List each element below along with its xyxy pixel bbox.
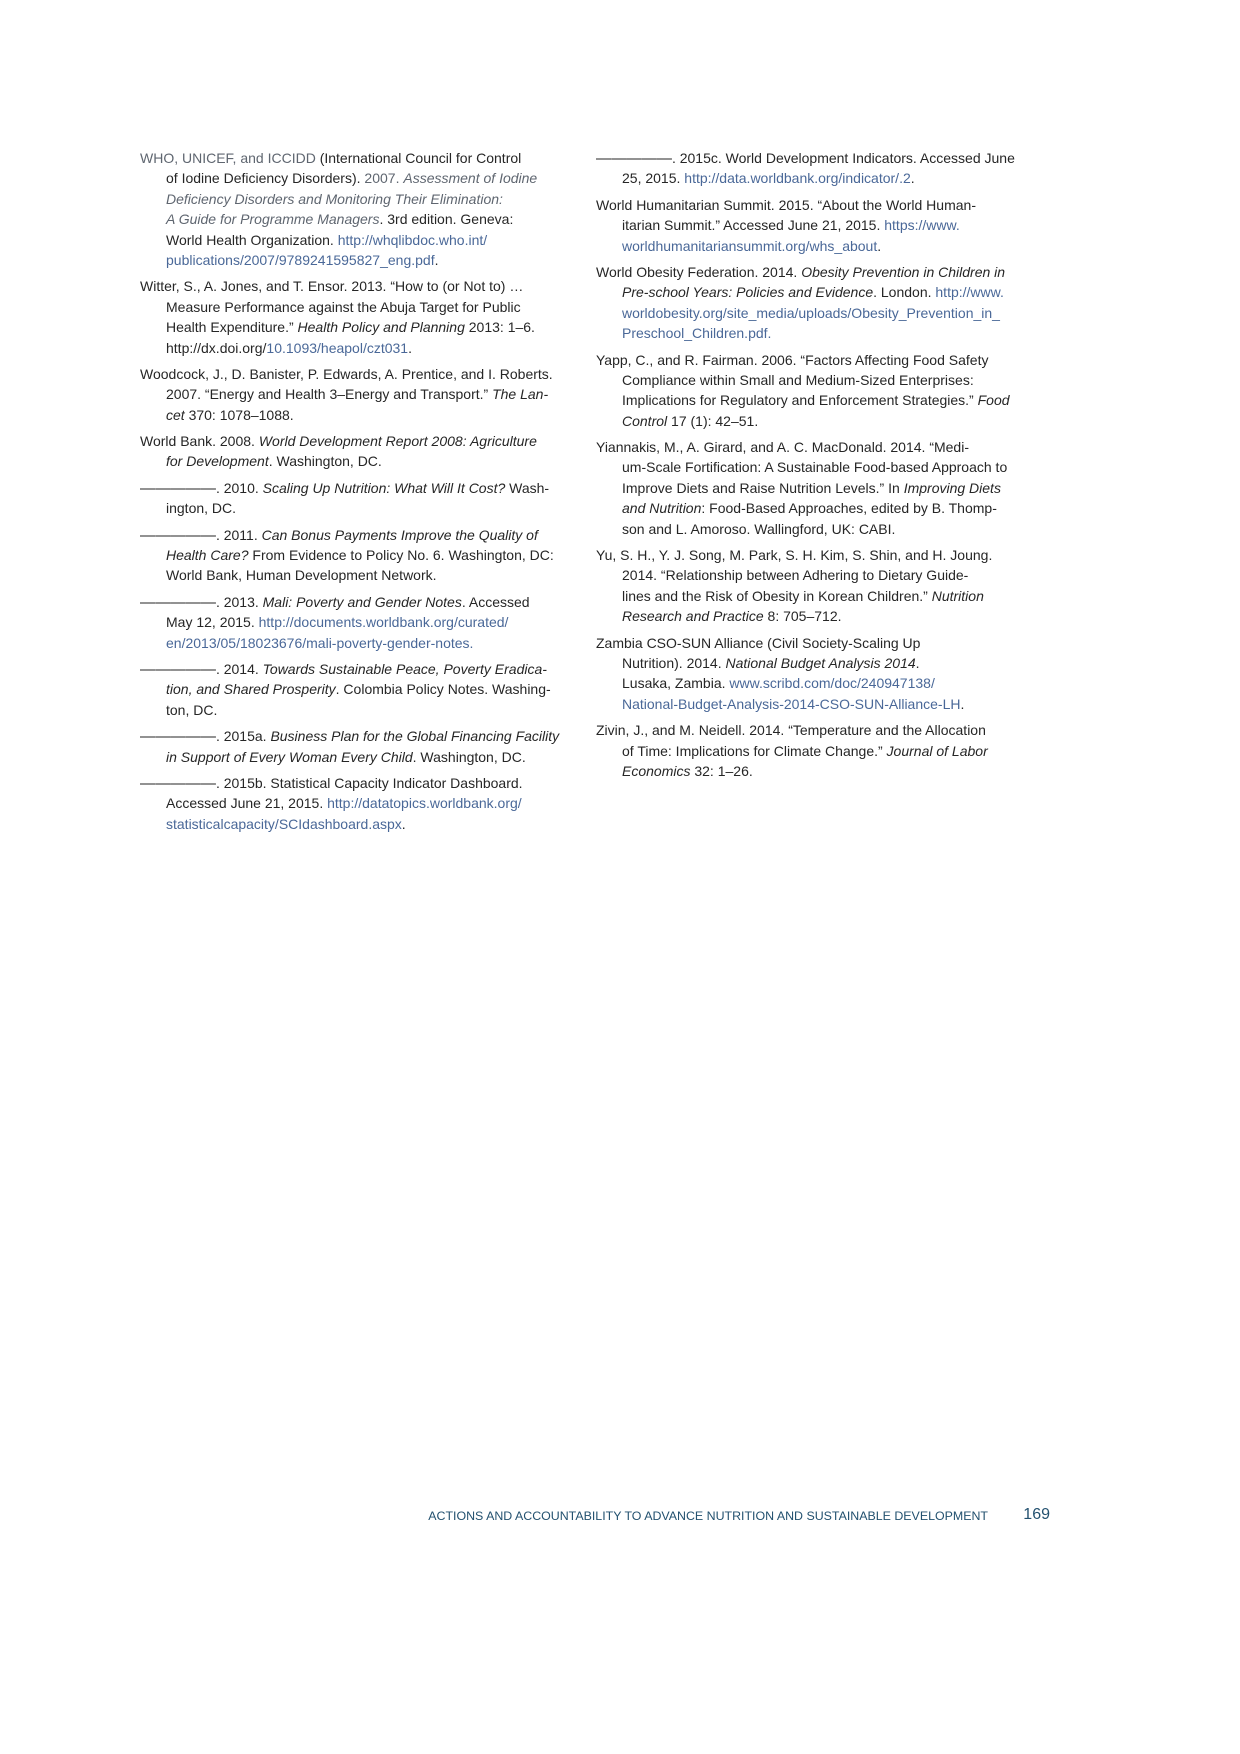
reference-title: Health Policy and Planning xyxy=(297,319,465,336)
reference-title: Economics xyxy=(622,762,691,779)
reference-text: . 2014. xyxy=(215,660,263,677)
reference-text: Implications for Regulatory and Enforcement Strategies.” xyxy=(622,392,978,409)
reference-text: . xyxy=(408,339,412,356)
reference-line xyxy=(596,498,1036,518)
reference-zivin-2014 xyxy=(596,720,1036,781)
reference-text: Accessed June 21, 2015. xyxy=(166,795,328,812)
reference-yapp-2006 xyxy=(596,350,1036,432)
reference-line xyxy=(140,633,570,653)
reference-title: Pre-school Years: Policies and Evidence xyxy=(622,284,874,301)
reference-text: . 2015c. World Development Indicators. Accessed June xyxy=(671,150,1015,166)
reference-line xyxy=(140,209,570,229)
reference-author: WHO, UNICEF, and ICCIDD xyxy=(140,150,316,166)
reference-line xyxy=(596,694,1036,714)
reference-line xyxy=(596,370,1036,390)
reference-world-bank-2013 xyxy=(140,592,570,653)
reference-text: . xyxy=(910,170,915,187)
reference-line xyxy=(140,498,570,518)
reference-line xyxy=(140,592,570,612)
reference-text: ton, DC. xyxy=(166,701,218,718)
reference-text: Yiannakis, M., A. Girard, and A. C. MacDonald. 2014. “Medi- xyxy=(596,439,969,456)
reference-link[interactable]: http://documents.worldbank.org/curated/ xyxy=(258,614,509,631)
reference-text: Yapp, C., and R. Fairman. 2006. “Factors Affecting Food Safety xyxy=(596,351,989,368)
reference-line xyxy=(596,262,1036,282)
reference-line xyxy=(596,565,1036,585)
reference-text: Woodcock, J., D. Banister, P. Edwards, A. Prentice, and I. Roberts. xyxy=(140,365,553,382)
reference-text: Wash- xyxy=(505,479,550,496)
reference-world-bank-2010 xyxy=(140,478,570,519)
reference-line xyxy=(596,653,1036,673)
reference-line xyxy=(140,814,570,834)
reference-text: Lusaka, Zambia. xyxy=(622,675,730,692)
reference-line xyxy=(140,565,570,585)
reference-title: Improving Diets xyxy=(903,479,1001,496)
reference-line xyxy=(596,586,1036,606)
reference-text: (International Council for Control xyxy=(315,150,522,166)
reference-line xyxy=(596,633,1036,653)
reference-text: 2014. “Relationship between Adhering to Dietary Guide- xyxy=(622,567,969,584)
reference-text: . 2010. xyxy=(215,479,263,496)
reference-text: . Washington, DC. xyxy=(268,453,382,470)
reference-text: Witter, S., A. Jones, and T. Ensor. 2013. “How to (or Not to) … xyxy=(140,278,524,295)
reference-text: 8: 705–712. xyxy=(763,608,842,625)
reference-line xyxy=(140,364,570,384)
reference-text: of Time: Implications for Climate Change.” xyxy=(622,742,887,759)
reference-text: son and L. Amoroso. Wallingford, UK: CABI. xyxy=(622,520,896,537)
reference-text: of Iodine Deficiency Disorders). xyxy=(166,170,365,187)
reference-title: The Lan- xyxy=(492,386,549,403)
reference-world-bank-2014 xyxy=(140,659,570,720)
reference-line xyxy=(140,612,570,632)
reference-line xyxy=(140,545,570,565)
reference-text: . London. xyxy=(873,284,936,301)
reference-link[interactable]: http://whqlibdoc.who.int/ xyxy=(337,231,488,248)
reference-text: World Humanitarian Summit. 2015. “About the World Human- xyxy=(596,196,976,213)
reference-line xyxy=(140,478,570,498)
reference-text: Improve Diets and Raise Nutrition Levels.” In xyxy=(622,479,904,496)
reference-text: Yu, S. H., Y. J. Song, M. Park, S. H. Kim, S. Shin, and H. Joung. xyxy=(596,547,993,564)
reference-line xyxy=(596,303,1036,323)
reference-title: Scaling Up Nutrition: What Will It Cost? xyxy=(262,479,506,496)
reference-title: and Nutrition xyxy=(622,500,702,517)
reference-text: . Colombia Policy Notes. Washing- xyxy=(335,681,551,698)
reference-text: . 2011. xyxy=(215,526,262,543)
reference-text: World Bank, Human Development Network. xyxy=(166,567,437,584)
reference-text: . xyxy=(877,237,882,254)
reference-line xyxy=(596,673,1036,693)
reference-text: 2013: 1–6. xyxy=(464,319,535,336)
reference-text: World Bank. 2008. xyxy=(140,433,259,450)
reference-line xyxy=(596,741,1036,761)
reference-text: . 2015b. Statistical Capacity Indicator Dashboard. xyxy=(215,774,523,791)
reference-line xyxy=(596,519,1036,539)
reference-title: in Support of Every Woman Every Child xyxy=(166,748,413,765)
reference-link[interactable]: http://datatopics.worldbank.org/ xyxy=(327,795,522,812)
reference-line xyxy=(140,525,570,545)
reference-title: Food xyxy=(977,392,1010,409)
reference-line xyxy=(140,726,570,746)
repeated-author-rule: ————— xyxy=(140,728,216,746)
reference-line xyxy=(140,700,570,720)
reference-text: . 3rd edition. Geneva: xyxy=(379,211,514,228)
reference-text: Health Expenditure.” xyxy=(166,319,298,336)
reference-text: . xyxy=(434,251,439,268)
reference-link[interactable]: https://www. xyxy=(884,217,960,234)
reference-text: 25, 2015. xyxy=(622,170,685,187)
reference-text: um-Scale Fortification: A Sustainable Food-based Approach to xyxy=(622,459,1008,476)
reference-text: Compliance within Small and Medium-Sized Enterprises: xyxy=(622,371,974,388)
reference-line xyxy=(140,793,570,813)
reference-link[interactable]: 10.1093/heapol/czt031 xyxy=(266,339,409,356)
reference-text: 2007. “Energy and Health 3–Energy and Transport.” xyxy=(166,386,493,403)
reference-line xyxy=(596,478,1036,498)
reference-text: . Accessed xyxy=(461,593,530,610)
reference-title: A Guide for Programme Managers xyxy=(166,211,380,228)
reference-line xyxy=(140,747,570,767)
reference-text: May 12, 2015. xyxy=(166,614,259,631)
reference-year: 2007. xyxy=(364,170,404,187)
reference-title: tion, and Shared Prosperity xyxy=(166,681,336,698)
reference-who-2007 xyxy=(140,148,570,270)
reference-title: Towards Sustainable Peace, Poverty Eradica- xyxy=(262,660,547,677)
reference-title: Can Bonus Payments Improve the Quality of xyxy=(261,526,538,543)
reference-zambia-cso-sun-2014 xyxy=(596,633,1036,715)
reference-title: for Development xyxy=(166,453,269,470)
reference-line xyxy=(140,276,570,296)
reference-link[interactable]: http://www. xyxy=(935,284,1004,301)
reference-text: . 2013. xyxy=(215,593,263,610)
reference-witter-2013 xyxy=(140,276,570,358)
reference-link[interactable]: Preschool_Children.pdf. xyxy=(622,325,772,342)
reference-title: Nutrition xyxy=(931,587,984,604)
reference-link[interactable]: National-Budget-Analysis-2014-CSO-SUN-Alliance-LH xyxy=(622,695,961,712)
repeated-author-rule: ————— xyxy=(140,660,216,678)
reference-text: . xyxy=(401,815,406,832)
reference-title: Control xyxy=(622,412,668,429)
reference-line xyxy=(140,431,570,451)
reference-title: Mali: Poverty and Gender Notes xyxy=(262,593,462,610)
reference-text: : Food-Based Approaches, edited by B. Thomp- xyxy=(701,500,997,517)
reference-line xyxy=(596,195,1036,215)
repeated-author-rule: ————— xyxy=(140,526,216,544)
reference-line xyxy=(596,148,1036,168)
reference-line xyxy=(596,236,1036,256)
reference-link[interactable]: publications/2007/9789241595827_eng.pdf xyxy=(166,251,435,268)
reference-text: Measure Performance against the Abuja Target for Public xyxy=(166,298,521,315)
reference-line xyxy=(140,317,570,337)
reference-text: . Washington, DC. xyxy=(412,748,526,765)
reference-link[interactable]: http://data.worldbank.org/indicator/.2 xyxy=(684,170,911,187)
reference-line xyxy=(596,350,1036,370)
reference-text: lines and the Risk of Obesity in Korean Children.” xyxy=(622,587,932,604)
reference-line xyxy=(596,282,1036,302)
reference-line xyxy=(596,323,1036,343)
reference-title: National Budget Analysis 2014 xyxy=(725,654,916,671)
reference-title: World Development Report 2008: Agriculture xyxy=(258,433,537,450)
running-footer xyxy=(400,1500,1060,1532)
reference-text: 17 (1): 42–51. xyxy=(667,412,759,429)
reference-title: Journal of Labor xyxy=(886,742,988,759)
reference-line xyxy=(140,659,570,679)
reference-line xyxy=(140,148,570,168)
reference-text: . 2015a. xyxy=(215,728,271,745)
reference-line xyxy=(596,437,1036,457)
reference-line xyxy=(596,215,1036,235)
reference-line xyxy=(596,457,1036,477)
reference-line xyxy=(596,761,1036,781)
reference-title: Deficiency Disorders and Monitoring Their Elimination: xyxy=(166,190,503,207)
reference-text: 370: 1078–1088. xyxy=(184,406,294,423)
reference-line xyxy=(596,720,1036,740)
reference-yu-2014 xyxy=(596,545,1036,627)
reference-line xyxy=(140,679,570,699)
reference-title: Research and Practice xyxy=(622,608,764,625)
reference-text: Nutrition). 2014. xyxy=(622,654,726,671)
reference-yiannakis-2014 xyxy=(596,437,1036,539)
reference-line xyxy=(140,250,570,270)
reference-title: cet xyxy=(166,406,185,423)
reference-text: Zambia CSO-SUN Alliance (Civil Society-Scaling Up xyxy=(596,634,921,651)
reference-title: Business Plan for the Global Financing Facility xyxy=(270,728,560,745)
reference-title: Assessment of Iodine xyxy=(403,170,538,187)
reference-link[interactable]: worldhumanitariansummit.org/whs_about xyxy=(622,237,878,254)
reference-world-bank-2015b xyxy=(140,773,570,834)
reference-text: Zivin, J., and M. Neidell. 2014. “Temperature and the Allocation xyxy=(596,722,986,739)
reference-line xyxy=(140,230,570,250)
reference-text: From Evidence to Policy No. 6. Washington, DC: xyxy=(248,547,554,564)
page-number: 169 xyxy=(1023,1506,1050,1523)
reference-link[interactable]: en/2013/05/18023676/mali-poverty-gender-notes. xyxy=(166,634,474,651)
reference-link[interactable]: www.scribd.com/doc/240947138/ xyxy=(729,675,935,692)
repeated-author-rule: ————— xyxy=(140,774,216,792)
reference-line xyxy=(140,297,570,317)
reference-text: itarian Summit.” Accessed June 21, 2015. xyxy=(622,217,885,234)
reference-text: ington, DC. xyxy=(166,500,237,517)
reference-line xyxy=(140,773,570,793)
reference-text: . xyxy=(960,695,965,712)
repeated-author-rule: ————— xyxy=(140,479,216,497)
reference-line xyxy=(596,606,1036,626)
reference-text: . xyxy=(915,654,920,671)
reference-line xyxy=(596,411,1036,431)
reference-line xyxy=(596,545,1036,565)
reference-world-bank-2015a xyxy=(140,726,570,767)
running-head-title: ACTIONS AND ACCOUNTABILITY TO ADVANCE NUTRITION AND SUSTAINABLE DEVELOPMENT xyxy=(428,1509,988,1523)
reference-title: Health Care? xyxy=(166,547,249,564)
reference-line xyxy=(140,384,570,404)
reference-link[interactable]: statisticalcapacity/SCIdashboard.aspx xyxy=(166,815,402,832)
reference-text: World Obesity Federation. 2014. xyxy=(596,263,802,280)
reference-woodcock-2007 xyxy=(140,364,570,425)
reference-world-bank-2015c xyxy=(596,148,1036,189)
reference-line xyxy=(140,405,570,425)
repeated-author-rule: ————— xyxy=(596,150,672,167)
reference-line xyxy=(140,451,570,471)
reference-world-humanitarian-summit-2015 xyxy=(596,195,1036,256)
reference-line xyxy=(596,168,1036,188)
reference-line xyxy=(140,168,570,188)
references-right-column xyxy=(596,148,1036,787)
reference-line xyxy=(140,338,570,358)
reference-world-bank-2011 xyxy=(140,525,570,586)
reference-text: World Health Organization. xyxy=(166,231,338,248)
references-left-column xyxy=(140,148,570,840)
reference-world-bank-2008 xyxy=(140,431,570,472)
reference-link[interactable]: worldobesity.org/site_media/uploads/Obesity_Prevention_in_ xyxy=(622,304,1000,321)
reference-title: Obesity Prevention in Children in xyxy=(801,263,1006,280)
repeated-author-rule: ————— xyxy=(140,593,216,611)
reference-line xyxy=(140,189,570,209)
reference-text: http://dx.doi.org/ xyxy=(166,339,267,356)
reference-world-obesity-federation-2014 xyxy=(596,262,1036,344)
reference-line xyxy=(596,390,1036,410)
reference-text: 32: 1–26. xyxy=(690,762,753,779)
